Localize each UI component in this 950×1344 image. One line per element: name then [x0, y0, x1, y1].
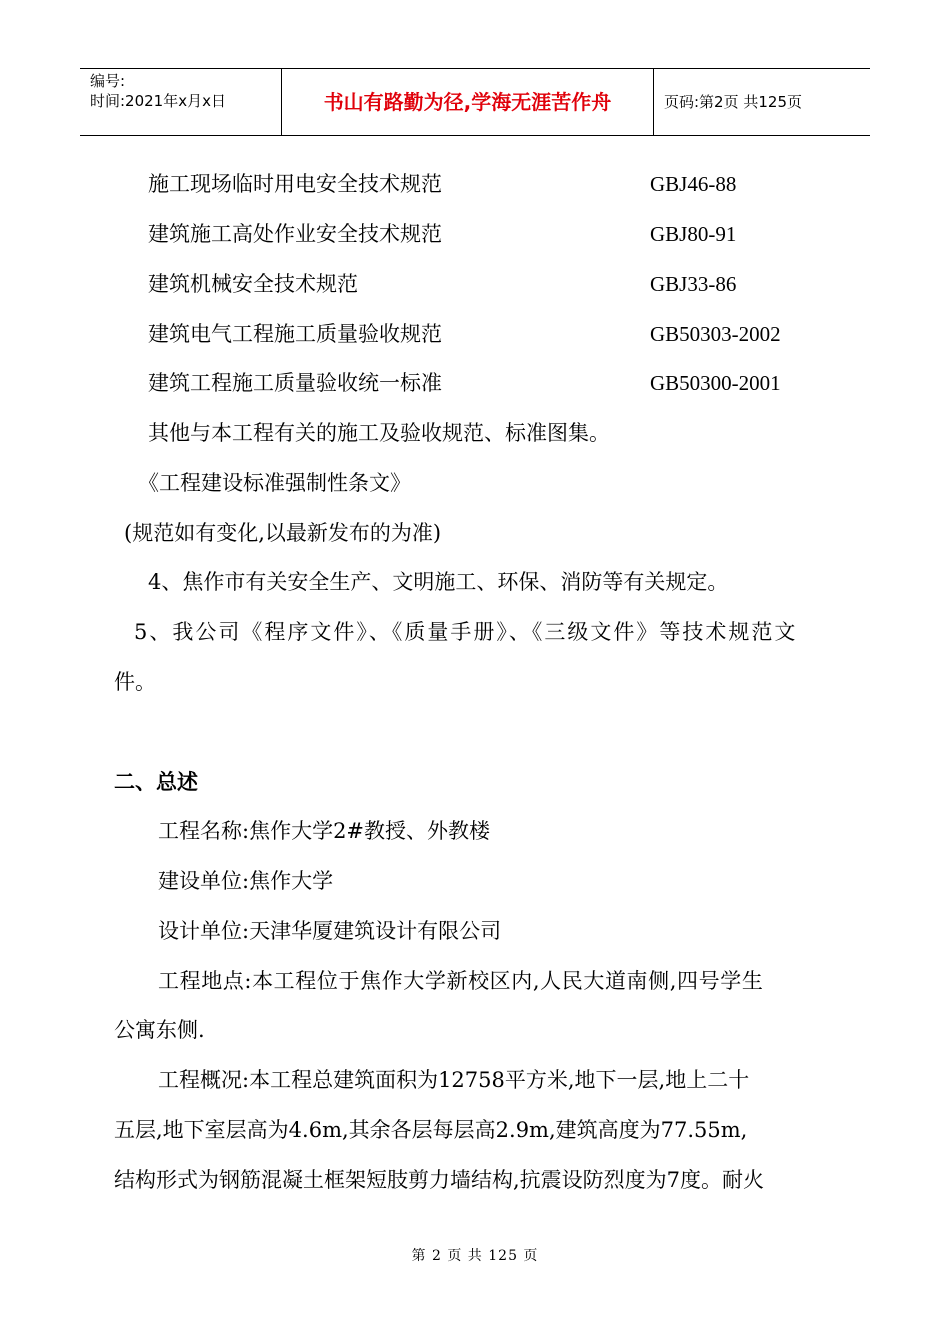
standard-code: GBJ46-88	[650, 172, 737, 196]
page-header	[80, 68, 870, 136]
header-number-label: 编号:	[90, 72, 126, 90]
standard-code: GB50300-2001	[650, 371, 781, 395]
project-name: 工程名称:焦作大学2#教授、外教楼	[158, 819, 491, 843]
standard-name: 建筑机械安全技术规范	[148, 272, 358, 296]
header-time-label: 时间:2021年x月x日	[90, 92, 226, 110]
page-footer: 第 2 页 共 125 页	[411, 1248, 539, 1264]
header-page-label: 页码:第2页 共125页	[664, 93, 802, 111]
standards-note: (规范如有变化,以最新发布的为准)	[124, 521, 442, 545]
standard-code: GBJ80-91	[650, 222, 737, 246]
item-5-paragraph-line-1: 5、我公司《程序文件》、《质量手册》、《三级文件》等技术规范文	[134, 620, 798, 644]
item-4-paragraph: 4、焦作市有关安全生产、文明施工、环保、消防等有关规定。	[148, 570, 729, 594]
header-motto: 书山有路勤为径,学海无涯苦作舟	[282, 69, 654, 135]
header-left-cell	[80, 69, 282, 135]
standard-name: 建筑工程施工质量验收统一标准	[148, 371, 442, 395]
project-overview-line-3: 结构形式为钢筋混凝土框架短肢剪力墙结构,抗震设防烈度为7度。耐火	[114, 1168, 765, 1192]
standard-code: GB50303-2002	[650, 322, 781, 346]
mandatory-provisions: 《工程建设标准强制性条文》	[138, 471, 411, 495]
project-overview-line-1: 工程概况:本工程总建筑面积为12758平方米,地下一层,地上二十	[158, 1068, 750, 1092]
standard-code: GBJ33-86	[650, 272, 737, 296]
item-5-paragraph-line-2: 件。	[114, 670, 156, 694]
other-standards-paragraph: 其他与本工程有关的施工及验收规范、标准图集。	[148, 421, 610, 445]
standard-name: 建筑施工高处作业安全技术规范	[148, 222, 442, 246]
project-location-line-2: 公寓东侧.	[114, 1018, 205, 1042]
design-unit: 设计单位:天津华厦建筑设计有限公司	[158, 919, 502, 943]
section-heading: 二、总述	[114, 770, 198, 794]
builder-unit: 建设单位:焦作大学	[158, 869, 334, 893]
project-location-line-1: 工程地点:本工程位于焦作大学新校区内,人民大道南侧,四号学生	[158, 969, 764, 993]
standard-name: 建筑电气工程施工质量验收规范	[148, 322, 442, 346]
standard-name: 施工现场临时用电安全技术规范	[148, 172, 442, 196]
project-overview-line-2: 五层,地下室层高为4.6m,其余各层每层高2.9m,建筑高度为77.55m,	[114, 1118, 748, 1142]
